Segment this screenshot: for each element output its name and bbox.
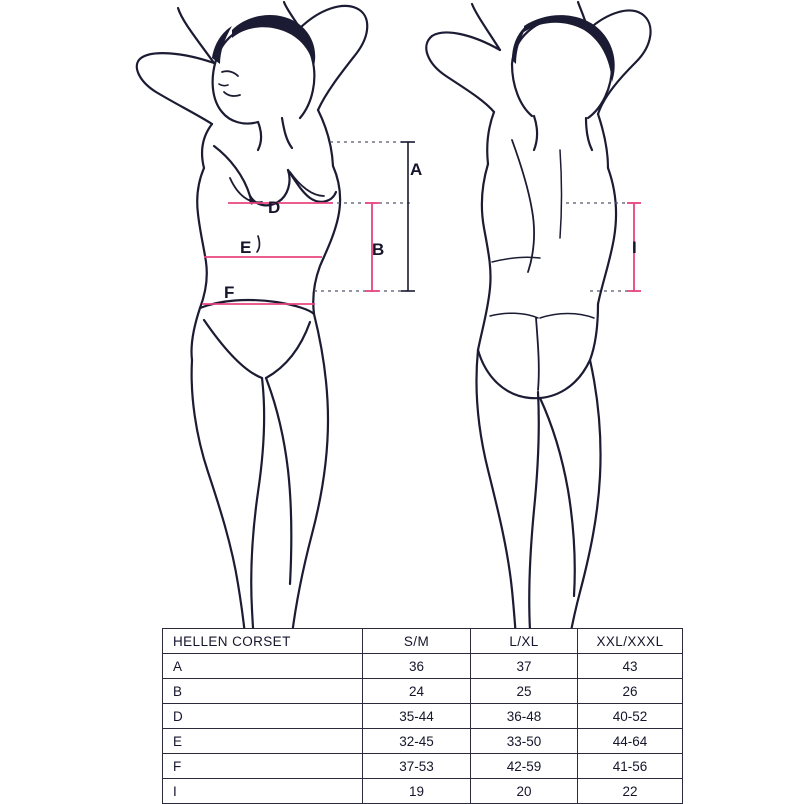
cell-a-lxl: 37 <box>471 654 578 679</box>
table-row <box>163 729 683 754</box>
table-row <box>163 754 683 779</box>
row-label-f: F <box>163 754 363 779</box>
cell-d-sm: 35-44 <box>363 704 471 729</box>
cell-i-sm: 19 <box>363 779 471 804</box>
table-header-size-xxl: XXL/XXXL <box>578 629 683 654</box>
cell-b-lxl: 25 <box>471 679 578 704</box>
label-e: E <box>240 238 252 257</box>
cell-e-sm: 32-45 <box>363 729 471 754</box>
table-header-row <box>163 629 683 654</box>
cell-d-lxl: 36-48 <box>471 704 578 729</box>
label-a: A <box>410 160 423 179</box>
table-header-size-lxl: L/XL <box>471 629 578 654</box>
row-label-e: E <box>163 729 363 754</box>
row-label-b: B <box>163 679 363 704</box>
cell-f-sm: 37-53 <box>363 754 471 779</box>
table-header-size-sm: S/M <box>363 629 471 654</box>
cell-f-lxl: 42-59 <box>471 754 578 779</box>
table-row <box>163 704 683 729</box>
row-label-d: D <box>163 704 363 729</box>
cell-d-xxl: 40-52 <box>578 704 683 729</box>
label-f: F <box>224 283 235 302</box>
table-row <box>163 654 683 679</box>
cell-a-sm: 36 <box>363 654 471 679</box>
label-i: I <box>632 238 638 257</box>
cell-b-xxl: 26 <box>578 679 683 704</box>
cell-e-lxl: 33-50 <box>471 729 578 754</box>
cell-e-xxl: 44-64 <box>578 729 683 754</box>
table-row <box>163 679 683 704</box>
size-chart-table <box>162 628 683 804</box>
table-header-name: HELLEN CORSET <box>163 629 363 654</box>
row-label-i: I <box>163 779 363 804</box>
label-d: D <box>268 198 281 217</box>
cell-b-sm: 24 <box>363 679 471 704</box>
row-label-a: A <box>163 654 363 679</box>
label-b: B <box>372 240 385 259</box>
cell-i-lxl: 20 <box>471 779 578 804</box>
cell-f-xxl: 41-56 <box>578 754 683 779</box>
cell-i-xxl: 22 <box>578 779 683 804</box>
cell-a-xxl: 43 <box>578 654 683 679</box>
